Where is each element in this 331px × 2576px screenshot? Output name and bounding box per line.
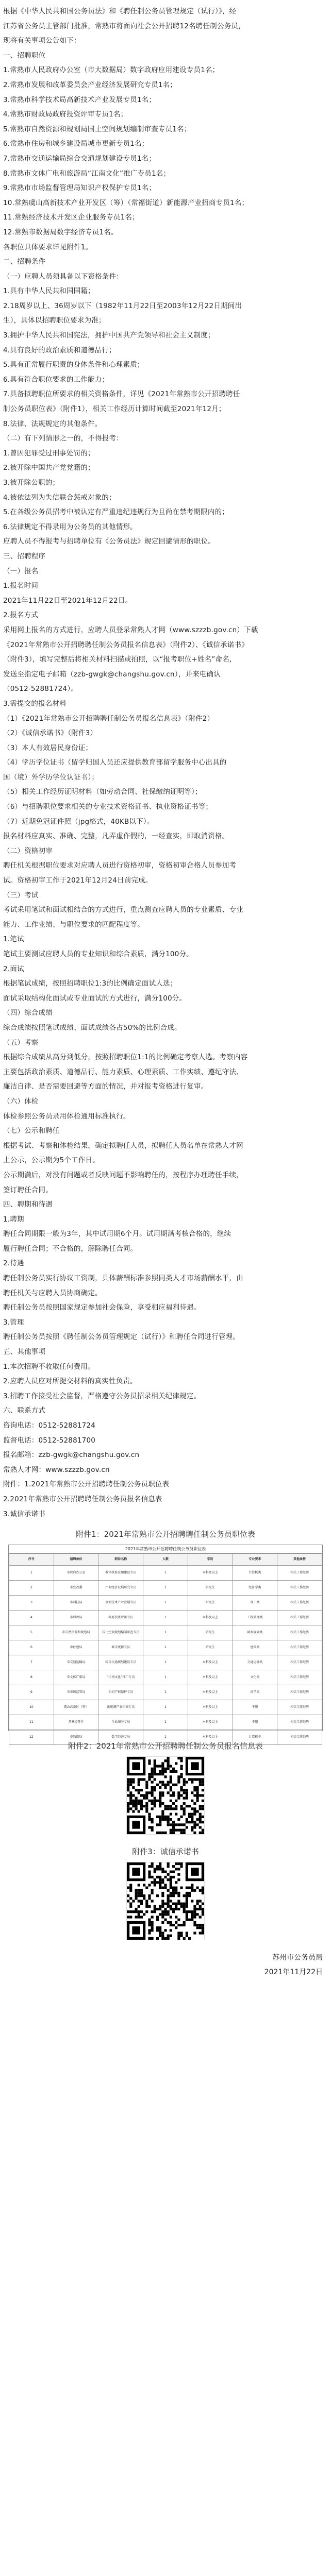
- text-line: 6.常熟市住房和城乡建设局城市更新专员1名；: [3, 140, 149, 148]
- text-line: 根据《中华人民共和国公务员法》和《聘任制公务员管理规定（试行）》，经: [3, 7, 237, 15]
- text-line: （一）应聘人员须具备以下资格条件：: [3, 272, 123, 281]
- table-cell: 5: [9, 1625, 54, 1640]
- text-line: 2.被开除中国共产党党籍的；: [3, 464, 95, 472]
- table-row: [9, 1640, 322, 1655]
- table-cell: 市文体广旅局: [54, 1670, 98, 1685]
- text-line: 监督电话：0512-52881700: [3, 1436, 96, 1445]
- text-line: （0512-52881724）。: [3, 685, 78, 693]
- text-line: （3）本人有效居民身份证；: [3, 743, 93, 752]
- table-cell: 相关工作经历: [277, 1611, 322, 1625]
- text-line: 4.被依法列为失信联合惩戒对象的；: [3, 493, 116, 502]
- text-line: 笔试主要测试应聘人员的专业知识和综合素质，满分100分。: [3, 950, 193, 958]
- text-line: （六）体检: [3, 1097, 39, 1106]
- table-cell: 计算机类: [233, 1566, 277, 1581]
- table-cell: 9: [9, 1685, 54, 1700]
- table-cell: 1: [143, 1730, 188, 1745]
- text-line: 咨询电话：0512-52881724: [3, 1421, 96, 1430]
- table-cell: 数字政府应用建设专员: [98, 1566, 143, 1581]
- table-cell: 相关工作经历: [277, 1596, 322, 1611]
- text-line: 常熟人才网：www.szzzb.gov.cn: [3, 1465, 110, 1474]
- table-cell: 法学类: [233, 1685, 277, 1700]
- signature-block: [3, 1951, 328, 1979]
- text-line: 7.具备拟聘职位所要求的相关资格条件，详见《2021年常熟市公开招聘聘任: [3, 390, 240, 399]
- jobs-table: [9, 1553, 322, 1745]
- text-line: 履行聘任合同；不合格的，解除聘任合同。: [3, 1244, 138, 1253]
- table-cell: 4: [9, 1611, 54, 1625]
- text-line: 发送至指定电子邮箱（zzb-gwgk@changshu.gov.cn），并来电确认: [3, 670, 221, 679]
- table-row: [9, 1581, 322, 1596]
- signature-org: 苏州市公务员局: [272, 1954, 323, 1962]
- text-line: 主要包括政治素质、道德品行、能力素质、心理素质、工作实绩、遵纪守法、: [3, 1067, 243, 1076]
- attachment1-title: 附件1：2021年常熟市公开招聘聘任制公务员职位表: [76, 1530, 255, 1539]
- text-line: （二）有下列情形之一的，不得报考：: [3, 434, 123, 443]
- table-cell: 经济学类: [233, 1581, 277, 1596]
- table-row: [9, 1685, 322, 1700]
- text-line: （三）考试: [3, 891, 39, 900]
- table-column-header: 学历: [188, 1554, 233, 1566]
- table-cell: 城市更新专员: [98, 1640, 143, 1655]
- table-column-header: 职位名称: [98, 1554, 143, 1566]
- text-line: 3.管理: [3, 1318, 24, 1327]
- text-line: 聘任制公务员实行协议工资制，具体薪酬标准参照同类人才市场薪酬水平，由: [3, 1274, 243, 1283]
- table-cell: 综合交通规划建设专员: [98, 1655, 143, 1670]
- table-cell: 建筑类: [233, 1640, 277, 1655]
- table-cell: 数字经济专员: [98, 1730, 143, 1745]
- table-cell: 本科及以上: [188, 1685, 233, 1700]
- table-cell: 6: [9, 1640, 54, 1655]
- text-line: 5.具有正常履行职责的身体条件和心理素质；: [3, 361, 144, 369]
- text-line: 报名材料应真实、准确、完整，凡弄虚作假的，一经查实，即取消资格。: [3, 832, 229, 841]
- table-cell: 相关工作经历: [277, 1685, 322, 1700]
- text-line: 面试采取结构化面试或专业面试的方式进行，满分100分。: [3, 994, 187, 1003]
- attachment1-table-image: [8, 1545, 323, 1739]
- text-line: 8.常熟市文体广电和旅游局“江南文化”推广专员1名；: [3, 169, 171, 178]
- text-line: 试。资格初审工作于2021年12月24日前完成。: [3, 876, 153, 885]
- text-line: 4.常熟市财政局政府投资评审专员1名；: [3, 110, 128, 119]
- text-line: 各职位具体要求详见附件1。: [3, 243, 93, 251]
- text-line: 2.应聘人员应对所提交材料的真实性负责。: [3, 1377, 137, 1386]
- table-cell: 市财政局: [54, 1611, 98, 1625]
- text-line: 2.待遇: [3, 1259, 24, 1268]
- table-cell: 市政府办公室: [54, 1566, 98, 1581]
- text-line: （2）《诚信承诺书》（附件3）: [3, 729, 97, 738]
- table-row: [9, 1700, 322, 1715]
- text-line: 根据综合成绩从高分到低分，按照招聘职位1:1的比例确定考察人选。考察内容: [3, 1053, 248, 1062]
- text-line: 制公务员职位表》（附件1），相关工作经历计算时间截至2021年12月；: [3, 405, 226, 414]
- text-line: 体检参照公务员录用体检通用标准执行。: [3, 1112, 130, 1121]
- text-line: 5.常熟市自然资源和规划局国土空间规划编制审查专员1名；: [3, 125, 191, 133]
- table-cell: 1: [143, 1566, 188, 1581]
- table-cell: 12: [9, 1730, 54, 1745]
- table-cell: 市发改委: [54, 1581, 98, 1596]
- text-line: 《2021年常熟市公开招聘聘任制公务员报名信息表》（附件2）、《诚信承诺书》: [3, 640, 249, 649]
- table-column-header: 人数: [143, 1554, 188, 1566]
- table-cell: 工程管理类: [233, 1611, 277, 1625]
- announcement-body: [3, 4, 328, 1521]
- text-line: 9.常熟市市场监督管理局知识产权保护专员1名；: [3, 184, 156, 193]
- text-line: 生），具体以招聘职位要求为准；: [3, 316, 106, 325]
- table-cell: 研究生: [188, 1596, 233, 1611]
- text-line: 3.诚信承诺书: [3, 1510, 45, 1518]
- table-cell: 相关工作经历: [277, 1730, 322, 1745]
- table-cell: 知识产权保护专员: [98, 1685, 143, 1700]
- table-cell: 本科及以上: [188, 1655, 233, 1670]
- table-cell: 本科及以上: [188, 1715, 233, 1730]
- table-cell: 市科技局: [54, 1596, 98, 1611]
- text-line: 三、招聘程序: [3, 552, 46, 561]
- text-line: 聘任制公务员按照国家规定参加社会保险，享受相应福利待遇。: [3, 1303, 201, 1312]
- text-line: 现将有关事项公告如下：: [3, 37, 81, 45]
- attachment2-title: 附件2：2021年常熟市公开招聘聘任制公务员报名信息表: [68, 1741, 263, 1751]
- table-cell: 相关工作经历: [277, 1715, 322, 1730]
- table-cell: 7: [9, 1655, 54, 1670]
- table-column-header: 专业要求: [233, 1554, 277, 1566]
- table-column-header: 招聘单位: [54, 1554, 98, 1566]
- table-cell: 计算机类: [233, 1730, 277, 1745]
- text-line: 3.招聘工作接受社会监督，严格遵守公务员招录相关纪律规定。: [3, 1392, 201, 1400]
- table-cell: 1: [143, 1596, 188, 1611]
- text-line: 1.报名时间: [3, 582, 39, 590]
- table-cell: “江南文化”推广专员: [98, 1670, 143, 1685]
- table-row: [9, 1655, 322, 1670]
- text-line: 国（境）外学历学位认证书）；: [3, 773, 99, 782]
- table-cell: 研究生: [188, 1581, 233, 1596]
- text-line: 3.拥护中华人民共和国宪法，拥护中国共产党领导和社会主义制度；: [3, 331, 215, 340]
- text-line: 考试采用笔试和面试相结合的方式进行，重点测查应聘人员的专业素质、专业: [3, 906, 243, 914]
- table-cell: 3: [9, 1596, 54, 1611]
- text-line: 上公示，公示期为5个工作日。: [3, 1156, 100, 1165]
- table-column-header: 其他条件: [277, 1554, 322, 1566]
- table-caption: 2021年常熟市公开招聘聘任制公务员职位表: [9, 1545, 322, 1553]
- text-line: （4）学历学位证书（留学归国人员还应提供教育部留学服务中心出具的: [3, 758, 227, 767]
- text-line: 2.常熟市发展和改革委员会产业经济发展研究专员1名；: [3, 80, 177, 89]
- text-line: 1.聘期: [3, 1215, 24, 1224]
- qr-code-icon[interactable]: [126, 1862, 205, 1940]
- table-cell: 市交通运输局: [54, 1655, 98, 1670]
- table-cell: 理工类: [233, 1596, 277, 1611]
- table-cell: 1: [143, 1685, 188, 1700]
- attachment2-qr-block: [3, 1756, 328, 1837]
- table-cell: 交通运输类: [233, 1655, 277, 1670]
- table-cell: 常熟经开区: [54, 1715, 98, 1730]
- table-cell: 本科及以上: [188, 1700, 233, 1715]
- table-cell: 1: [143, 1581, 188, 1596]
- text-line: 6.法律规定不得录用为公务员的其他情形。: [3, 522, 137, 531]
- table-cell: 不限: [233, 1715, 277, 1730]
- table-cell: 10: [9, 1700, 54, 1715]
- text-line: 根据考试、考察和体检结果，确定拟聘任人员，拟聘任人员名单在常熟人才网: [3, 1141, 243, 1150]
- table-cell: 本科及以上: [188, 1566, 233, 1581]
- table-cell: 1: [143, 1611, 188, 1625]
- table-cell: 产业经济发展研究专员: [98, 1581, 143, 1596]
- text-line: 2021年11月22日至2021年12月22日。: [3, 596, 133, 605]
- table-cell: 虞山高新区（筹）: [54, 1700, 98, 1715]
- text-line: 报名邮箱：zzb-gwgk@changshu.gov.cn: [3, 1451, 140, 1460]
- table-cell: 国土空间规划编制审查专员: [98, 1625, 143, 1640]
- table-row: [9, 1596, 322, 1611]
- text-line: （6）与招聘职位要求相关的专业技术资格证书、执业资格证书等；: [3, 803, 213, 811]
- text-line: （一）报名: [3, 567, 39, 575]
- table-cell: 11: [9, 1715, 54, 1730]
- text-line: 附件：1.2021年常熟市公开招聘聘任制公务员职位表: [3, 1480, 170, 1489]
- text-line: （7）近期免冠证件照（jpg格式，40KB以下）。: [3, 817, 154, 826]
- text-line: 五、其他事项: [3, 1348, 46, 1357]
- table-cell: 1: [143, 1700, 188, 1715]
- table-cell: 相关工作经历: [277, 1581, 322, 1596]
- table-cell: 市数据局: [54, 1730, 98, 1745]
- table-cell: 企业服务专员: [98, 1715, 143, 1730]
- table-cell: 本科及以上: [188, 1611, 233, 1625]
- table-cell: 文化类: [233, 1670, 277, 1685]
- text-line: 7.常熟市交通运输局综合交通规划建设专员1名；: [3, 154, 156, 163]
- text-line: 5.在各级公务员招考中被认定有严重违纪违规行为且尚在禁考期限内的；: [3, 508, 229, 517]
- text-line: （1）《2021年常熟市公开招聘聘任制公务员报名信息表》（附件2）: [3, 714, 214, 723]
- text-line: 10.常熟虞山高新技术产业开发区（筹）（常福街道）新能源产业招商专员1名；: [3, 198, 249, 207]
- text-line: 综合成绩按照笔试成绩、面试成绩各占50%的比例合成。: [3, 1023, 181, 1032]
- attachment3-title: 附件3：诚信承诺书: [132, 1847, 199, 1857]
- table-cell: 2: [9, 1581, 54, 1596]
- text-line: 能力、工作业绩、与职位要求的匹配程度等。: [3, 920, 144, 929]
- text-line: 应聘人员不得报考与招聘单位有《公务员法》规定回避情形的职位。: [3, 537, 215, 546]
- text-line: 二、招聘条件: [3, 258, 46, 266]
- table-row: [9, 1625, 322, 1640]
- table-cell: 本科及以上: [188, 1730, 233, 1745]
- table-header-row: [9, 1554, 322, 1566]
- text-line: 2.2021年常熟市公开招聘聘任制公务员报名信息表: [3, 1495, 162, 1503]
- table-row: [9, 1611, 322, 1625]
- text-line: （七）公示和聘任: [3, 1127, 60, 1136]
- text-line: （附件3），填写完整后将相关材料扫描或拍照，以“报考职位+姓名”命名，: [3, 655, 237, 664]
- text-line: 四、聘期和待遇: [3, 1200, 53, 1209]
- table-cell: 1: [143, 1625, 188, 1640]
- table-cell: 研究生: [188, 1640, 233, 1655]
- text-line: 2.面试: [3, 964, 24, 973]
- text-line: 8.法律、法规规定的其他条件。: [3, 419, 102, 428]
- text-line: 江苏省公务员主管部门批准，常熟市将面向社会公开招聘12名聘任制公务员，: [3, 22, 245, 30]
- table-cell: 1: [143, 1640, 188, 1655]
- text-line: 六、联系方式: [3, 1406, 46, 1415]
- table-row: [9, 1715, 322, 1730]
- text-line: 聘任合同期限一般为3年，其中试用期6个月。试用期满考核合格的，继续: [3, 1230, 231, 1239]
- table-cell: 8: [9, 1670, 54, 1685]
- table-column-header: 序号: [9, 1554, 54, 1566]
- text-line: 聘任机关与应聘人员协商确定。: [3, 1289, 102, 1297]
- table-cell: 1: [143, 1655, 188, 1670]
- text-line: 1.曾因犯罪受过刑事处罚的；: [3, 449, 95, 457]
- table-cell: 高新技术产业发展专员: [98, 1596, 143, 1611]
- text-line: 2.报名方式: [3, 611, 39, 620]
- text-line: 聘任机关根据职位要求对应聘人员进行资格初审，资格初审合格人员参加考: [3, 861, 237, 870]
- table-cell: 市市场监管局: [54, 1685, 98, 1700]
- text-line: 1.笔试: [3, 935, 24, 944]
- text-line: 3.常熟市科学技术局高新技术产业发展专员1名；: [3, 95, 156, 104]
- table-cell: 市住建局: [54, 1640, 98, 1655]
- table-cell: 市自然资源和规划局: [54, 1625, 98, 1640]
- table-cell: 新能源产业招商专员: [98, 1700, 143, 1715]
- text-line: 1.本次招聘不收取任何费用。: [3, 1362, 95, 1371]
- table-row: [9, 1566, 322, 1581]
- table-cell: 相关工作经历: [277, 1625, 322, 1640]
- text-line: 聘任制公务员按照《聘任制公务员管理规定（试行）》和聘任合同进行管理。: [3, 1333, 240, 1342]
- table-cell: 政府投资评审专员: [98, 1611, 143, 1625]
- text-line: 根据笔试成绩，按照招聘职位1:3的比例确定面试人选；: [3, 979, 177, 988]
- text-line: 公示期满后，对没有问题或者反映问题不影响聘任的，按程序办理聘任手续，: [3, 1171, 243, 1179]
- text-line: （五）考察: [3, 1038, 39, 1047]
- table-cell: 城乡规划类: [233, 1625, 277, 1640]
- text-line: 一、招聘职位: [3, 51, 46, 60]
- table-cell: 相关工作经历: [277, 1655, 322, 1670]
- text-line: 1.常熟市人民政府办公室（市大数据局）数字政府应用建设专员1名；: [3, 66, 220, 75]
- table-cell: 不限: [233, 1700, 277, 1715]
- text-line: 6.具有符合职位要求的工作能力；: [3, 375, 109, 384]
- text-line: 廉洁自律、是否需要回避等方面的情况，并对报考资格进行复审。: [3, 1082, 208, 1091]
- table-cell: 相关工作经历: [277, 1670, 322, 1685]
- qr-code-icon[interactable]: [126, 1756, 205, 1835]
- signature-date: 2021年11月22日: [264, 1968, 323, 1977]
- text-line: （四）综合成绩: [3, 1009, 53, 1018]
- text-line: 12.常熟市数据局数字经济专员1名。: [3, 228, 118, 236]
- text-line: 签订聘任合同。: [3, 1185, 53, 1194]
- text-line: 2.18周岁以上、36周岁以下（1982年11月22日至2003年12月22日期间出: [3, 301, 242, 310]
- table-cell: 本科及以上: [188, 1670, 233, 1685]
- text-line: 1.具有中华人民共和国国籍；: [3, 287, 95, 296]
- table-cell: 研究生: [188, 1625, 233, 1640]
- text-line: （5）相关工作经历证明材料（如劳动合同、社保缴纳证明等）；: [3, 788, 202, 796]
- table-cell: 相关工作经历: [277, 1566, 322, 1581]
- text-line: 11.常熟经济技术开发区企业服务专员1名；: [3, 213, 139, 222]
- text-line: （二）资格初审: [3, 846, 53, 855]
- table-cell: 1: [9, 1566, 54, 1581]
- text-line: 3.被开除公职的；: [3, 479, 60, 487]
- attachment3-qr-block: [3, 1862, 328, 1942]
- table-cell: 相关工作经历: [277, 1700, 322, 1715]
- table-body: [9, 1566, 322, 1745]
- text-line: 3.需提交的报名材料: [3, 699, 67, 708]
- table-row: [9, 1670, 322, 1685]
- text-line: 采用网上报名的方式进行，应聘人员登录常熟人才网（www.szzzb.gov.cn）下载: [3, 625, 258, 634]
- table-cell: 相关工作经历: [277, 1640, 322, 1655]
- table-cell: 1: [143, 1715, 188, 1730]
- table-cell: 1: [143, 1670, 188, 1685]
- text-line: 4.具有良好的政治素质和道德品行；: [3, 346, 116, 354]
